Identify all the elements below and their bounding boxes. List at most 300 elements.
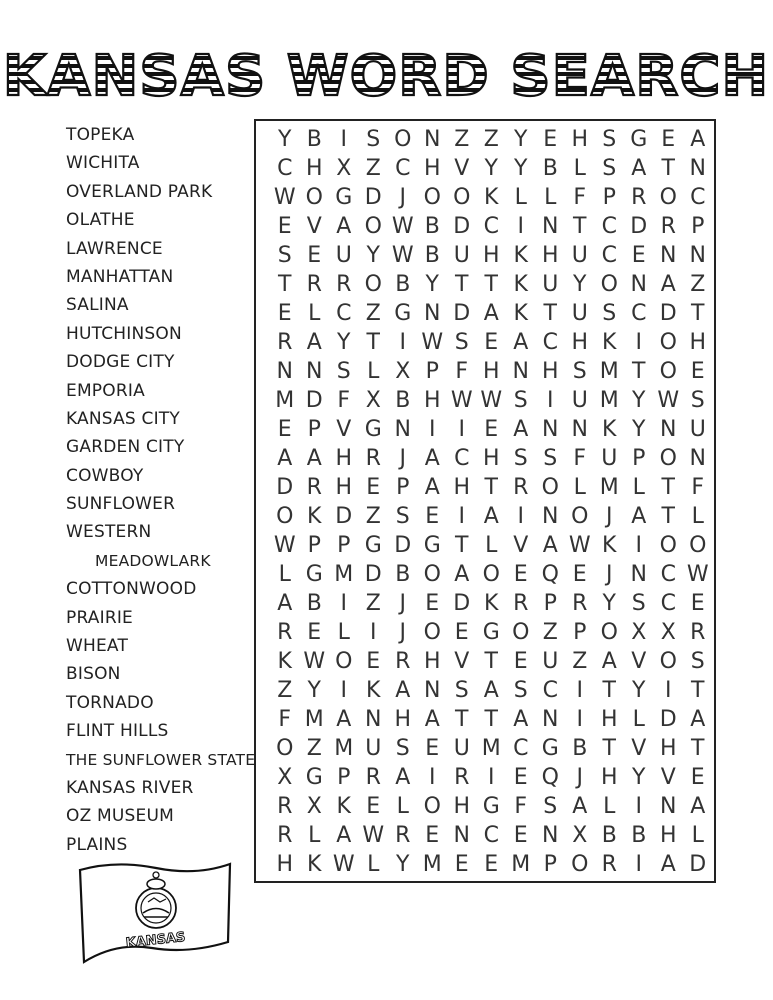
grid-letter[interactable]: W: [421, 330, 444, 355]
grid-letter[interactable]: U: [542, 649, 559, 674]
grid-letter[interactable]: S: [513, 678, 528, 703]
grid-letter[interactable]: H: [600, 707, 618, 732]
grid-letter[interactable]: I: [370, 620, 377, 645]
grid-letter[interactable]: S: [602, 301, 617, 326]
grid-letter[interactable]: Z: [542, 620, 558, 645]
grid-letter[interactable]: G: [482, 620, 500, 645]
grid-letter[interactable]: Y: [632, 765, 646, 790]
grid-letter[interactable]: U: [689, 417, 706, 442]
grid-letter[interactable]: N: [660, 243, 677, 268]
grid-letter[interactable]: E: [513, 823, 528, 848]
grid-letter[interactable]: I: [665, 678, 672, 703]
grid-letter[interactable]: C: [631, 301, 647, 326]
grid-letter[interactable]: R: [601, 852, 617, 877]
grid-letter[interactable]: O: [659, 359, 677, 384]
grid-letter[interactable]: D: [453, 591, 471, 616]
grid-letter[interactable]: U: [571, 301, 588, 326]
grid-letter[interactable]: H: [453, 475, 471, 500]
grid-letter[interactable]: E: [513, 649, 528, 674]
grid-letter[interactable]: R: [365, 446, 381, 471]
grid-letter[interactable]: G: [394, 301, 412, 326]
grid-letter[interactable]: P: [307, 533, 321, 558]
grid-letter[interactable]: U: [453, 243, 470, 268]
grid-letter[interactable]: A: [424, 707, 440, 732]
grid-letter[interactable]: A: [395, 678, 411, 703]
grid-letter[interactable]: S: [454, 330, 469, 355]
grid-letter[interactable]: S: [336, 359, 351, 384]
grid-letter[interactable]: D: [394, 533, 412, 558]
grid-letter[interactable]: E: [484, 330, 499, 355]
grid-letter[interactable]: A: [572, 794, 588, 819]
grid-letter[interactable]: R: [572, 591, 588, 616]
grid-letter[interactable]: Y: [366, 243, 380, 268]
grid-letter[interactable]: A: [631, 156, 647, 181]
grid-letter[interactable]: R: [306, 475, 322, 500]
grid-letter[interactable]: S: [631, 591, 646, 616]
grid-letter[interactable]: L: [396, 794, 409, 819]
grid-letter[interactable]: K: [484, 591, 499, 616]
grid-letter[interactable]: D: [689, 852, 707, 877]
grid-letter[interactable]: Y: [602, 591, 616, 616]
grid-letter[interactable]: E: [307, 620, 322, 645]
grid-letter[interactable]: O: [482, 562, 500, 587]
grid-letter[interactable]: F: [455, 359, 469, 384]
grid-letter[interactable]: N: [630, 562, 647, 587]
grid-letter[interactable]: B: [306, 591, 322, 616]
grid-letter[interactable]: E: [513, 765, 528, 790]
grid-letter[interactable]: J: [606, 504, 613, 529]
grid-letter[interactable]: P: [337, 533, 351, 558]
grid-letter[interactable]: E: [366, 649, 381, 674]
grid-letter[interactable]: A: [306, 446, 322, 471]
grid-letter[interactable]: P: [425, 359, 439, 384]
grid-letter[interactable]: O: [335, 649, 353, 674]
grid-letter[interactable]: X: [631, 620, 647, 645]
grid-letter[interactable]: R: [513, 475, 529, 500]
grid-letter[interactable]: X: [365, 388, 381, 413]
grid-letter[interactable]: D: [276, 475, 294, 500]
grid-letter[interactable]: A: [395, 765, 411, 790]
grid-letter[interactable]: N: [660, 417, 677, 442]
grid-letter[interactable]: T: [484, 649, 498, 674]
grid-letter[interactable]: E: [513, 562, 528, 587]
grid-letter[interactable]: R: [395, 823, 411, 848]
grid-letter[interactable]: Y: [278, 127, 292, 152]
grid-letter[interactable]: H: [541, 359, 559, 384]
grid-letter[interactable]: K: [336, 794, 351, 819]
grid-letter[interactable]: W: [568, 533, 591, 558]
grid-letter[interactable]: P: [691, 214, 705, 239]
grid-letter[interactable]: Y: [632, 388, 646, 413]
grid-letter[interactable]: Z: [454, 127, 470, 152]
grid-letter[interactable]: H: [423, 156, 441, 181]
grid-letter[interactable]: O: [423, 794, 441, 819]
grid-letter[interactable]: R: [660, 214, 676, 239]
grid-letter[interactable]: D: [305, 388, 323, 413]
grid-letter[interactable]: F: [337, 388, 351, 413]
grid-letter[interactable]: O: [423, 185, 441, 210]
grid-letter[interactable]: I: [429, 765, 436, 790]
grid-letter[interactable]: Z: [365, 156, 381, 181]
grid-letter[interactable]: H: [689, 330, 707, 355]
grid-letter[interactable]: C: [601, 214, 617, 239]
grid-letter[interactable]: S: [572, 359, 587, 384]
grid-letter[interactable]: Y: [632, 678, 646, 703]
grid-letter[interactable]: N: [542, 504, 559, 529]
grid-letter[interactable]: A: [336, 823, 352, 848]
grid-letter[interactable]: W: [273, 533, 296, 558]
grid-letter[interactable]: B: [395, 272, 411, 297]
grid-letter[interactable]: K: [602, 533, 617, 558]
grid-letter[interactable]: O: [600, 620, 618, 645]
grid-letter[interactable]: O: [659, 185, 677, 210]
grid-letter[interactable]: A: [483, 301, 499, 326]
grid-letter[interactable]: X: [395, 359, 411, 384]
grid-letter[interactable]: B: [424, 214, 440, 239]
grid-letter[interactable]: T: [602, 678, 616, 703]
grid-letter[interactable]: U: [542, 272, 559, 297]
grid-letter[interactable]: F: [573, 446, 587, 471]
grid-letter[interactable]: K: [484, 185, 499, 210]
grid-letter[interactable]: L: [514, 185, 527, 210]
grid-letter[interactable]: U: [335, 243, 352, 268]
grid-letter[interactable]: E: [425, 736, 440, 761]
grid-letter[interactable]: L: [367, 852, 380, 877]
grid-letter[interactable]: M: [599, 475, 619, 500]
grid-letter[interactable]: M: [334, 736, 354, 761]
grid-letter[interactable]: F: [573, 185, 587, 210]
grid-letter[interactable]: S: [690, 388, 705, 413]
grid-letter[interactable]: A: [277, 446, 293, 471]
grid-letter[interactable]: N: [542, 707, 559, 732]
grid-letter[interactable]: C: [454, 446, 470, 471]
grid-letter[interactable]: J: [576, 765, 583, 790]
grid-letter[interactable]: O: [659, 533, 677, 558]
grid-letter[interactable]: C: [542, 678, 558, 703]
grid-letter[interactable]: U: [601, 446, 618, 471]
grid-letter[interactable]: A: [336, 214, 352, 239]
grid-letter[interactable]: I: [458, 417, 465, 442]
grid-letter[interactable]: H: [276, 852, 294, 877]
grid-letter[interactable]: E: [572, 562, 587, 587]
grid-letter[interactable]: F: [278, 707, 292, 732]
grid-letter[interactable]: H: [423, 649, 441, 674]
grid-letter[interactable]: O: [394, 127, 412, 152]
grid-letter[interactable]: B: [395, 388, 411, 413]
grid-letter[interactable]: E: [307, 243, 322, 268]
grid-letter[interactable]: R: [277, 620, 293, 645]
grid-letter[interactable]: L: [308, 823, 321, 848]
grid-letter[interactable]: F: [514, 794, 528, 819]
grid-letter[interactable]: B: [601, 823, 617, 848]
grid-letter[interactable]: A: [424, 475, 440, 500]
grid-letter[interactable]: I: [635, 852, 642, 877]
grid-letter[interactable]: A: [424, 446, 440, 471]
grid-letter[interactable]: P: [307, 417, 321, 442]
grid-letter[interactable]: M: [599, 359, 619, 384]
grid-letter[interactable]: T: [602, 736, 616, 761]
grid-letter[interactable]: R: [513, 591, 529, 616]
grid-letter[interactable]: G: [364, 533, 382, 558]
grid-letter[interactable]: W: [332, 852, 355, 877]
grid-letter[interactable]: T: [661, 156, 675, 181]
grid-letter[interactable]: Z: [365, 591, 381, 616]
grid-letter[interactable]: O: [659, 330, 677, 355]
grid-letter[interactable]: N: [542, 823, 559, 848]
grid-letter[interactable]: I: [340, 678, 347, 703]
grid-letter[interactable]: T: [543, 301, 557, 326]
grid-letter[interactable]: H: [600, 765, 618, 790]
grid-letter[interactable]: N: [276, 359, 293, 384]
grid-letter[interactable]: E: [690, 765, 705, 790]
grid-letter[interactable]: A: [601, 649, 617, 674]
grid-letter[interactable]: C: [336, 301, 352, 326]
grid-letter[interactable]: H: [335, 475, 353, 500]
grid-letter[interactable]: N: [424, 127, 441, 152]
grid-letter[interactable]: I: [429, 417, 436, 442]
grid-letter[interactable]: T: [484, 475, 498, 500]
grid-letter[interactable]: C: [660, 591, 676, 616]
grid-letter[interactable]: O: [659, 649, 677, 674]
grid-letter[interactable]: H: [571, 127, 589, 152]
grid-letter[interactable]: S: [690, 649, 705, 674]
grid-letter[interactable]: E: [661, 127, 676, 152]
grid-letter[interactable]: X: [336, 156, 352, 181]
grid-letter[interactable]: H: [305, 156, 323, 181]
grid-letter[interactable]: O: [423, 562, 441, 587]
grid-letter[interactable]: L: [337, 620, 350, 645]
grid-letter[interactable]: T: [484, 272, 498, 297]
grid-letter[interactable]: E: [277, 301, 292, 326]
grid-letter[interactable]: O: [600, 272, 618, 297]
grid-letter[interactable]: R: [454, 765, 470, 790]
grid-letter[interactable]: K: [277, 649, 292, 674]
grid-letter[interactable]: C: [483, 823, 499, 848]
grid-letter[interactable]: O: [364, 272, 382, 297]
grid-letter[interactable]: C: [601, 243, 617, 268]
grid-letter[interactable]: A: [483, 504, 499, 529]
grid-letter[interactable]: P: [337, 765, 351, 790]
grid-letter[interactable]: E: [366, 794, 381, 819]
grid-letter[interactable]: E: [454, 852, 469, 877]
grid-letter[interactable]: Y: [307, 678, 321, 703]
grid-letter[interactable]: Y: [396, 852, 410, 877]
grid-letter[interactable]: W: [391, 214, 414, 239]
grid-letter[interactable]: O: [659, 446, 677, 471]
grid-letter[interactable]: Y: [632, 417, 646, 442]
grid-letter[interactable]: D: [335, 504, 353, 529]
grid-letter[interactable]: A: [690, 707, 706, 732]
grid-letter[interactable]: R: [631, 185, 647, 210]
grid-letter[interactable]: G: [364, 417, 382, 442]
grid-letter[interactable]: B: [572, 736, 588, 761]
grid-letter[interactable]: N: [394, 417, 411, 442]
grid-letter[interactable]: N: [689, 446, 706, 471]
grid-letter[interactable]: R: [365, 765, 381, 790]
grid-letter[interactable]: P: [543, 852, 557, 877]
grid-letter[interactable]: A: [660, 272, 676, 297]
grid-letter[interactable]: P: [632, 446, 646, 471]
grid-letter[interactable]: L: [278, 562, 291, 587]
grid-letter[interactable]: X: [306, 794, 322, 819]
grid-letter[interactable]: N: [542, 417, 559, 442]
grid-letter[interactable]: T: [455, 707, 469, 732]
grid-letter[interactable]: I: [635, 794, 642, 819]
grid-letter[interactable]: K: [602, 417, 617, 442]
grid-letter[interactable]: J: [399, 591, 406, 616]
grid-letter[interactable]: A: [631, 504, 647, 529]
grid-letter[interactable]: V: [306, 214, 322, 239]
grid-letter[interactable]: N: [689, 156, 706, 181]
grid-letter[interactable]: C: [483, 214, 499, 239]
grid-letter[interactable]: B: [395, 562, 411, 587]
grid-letter[interactable]: E: [425, 504, 440, 529]
grid-letter[interactable]: D: [453, 301, 471, 326]
grid-letter[interactable]: P: [573, 620, 587, 645]
grid-letter[interactable]: H: [482, 243, 500, 268]
grid-letter[interactable]: S: [395, 736, 410, 761]
grid-letter[interactable]: F: [691, 475, 705, 500]
grid-letter[interactable]: Y: [514, 127, 528, 152]
grid-letter[interactable]: I: [576, 707, 583, 732]
grid-letter[interactable]: O: [571, 852, 589, 877]
grid-letter[interactable]: L: [308, 301, 321, 326]
grid-letter[interactable]: P: [602, 185, 616, 210]
grid-letter[interactable]: S: [395, 504, 410, 529]
grid-letter[interactable]: K: [307, 504, 322, 529]
grid-letter[interactable]: A: [513, 707, 529, 732]
grid-letter[interactable]: S: [277, 243, 292, 268]
grid-letter[interactable]: T: [366, 330, 380, 355]
grid-letter[interactable]: E: [454, 620, 469, 645]
grid-letter[interactable]: L: [573, 156, 586, 181]
grid-letter[interactable]: L: [544, 185, 557, 210]
grid-letter[interactable]: H: [482, 359, 500, 384]
grid-letter[interactable]: A: [306, 330, 322, 355]
grid-letter[interactable]: V: [660, 765, 676, 790]
grid-letter[interactable]: H: [659, 823, 677, 848]
grid-letter[interactable]: N: [453, 823, 470, 848]
grid-letter[interactable]: N: [689, 243, 706, 268]
grid-letter[interactable]: K: [307, 852, 322, 877]
grid-letter[interactable]: A: [277, 591, 293, 616]
grid-letter[interactable]: P: [543, 591, 557, 616]
grid-letter[interactable]: O: [453, 185, 471, 210]
grid-letter[interactable]: A: [690, 794, 706, 819]
grid-letter[interactable]: T: [661, 475, 675, 500]
grid-letter[interactable]: Z: [365, 504, 381, 529]
grid-letter[interactable]: Z: [306, 736, 322, 761]
grid-letter[interactable]: T: [484, 707, 498, 732]
grid-letter[interactable]: G: [541, 736, 559, 761]
grid-letter[interactable]: D: [453, 214, 471, 239]
grid-letter[interactable]: L: [632, 475, 645, 500]
grid-letter[interactable]: S: [513, 388, 528, 413]
grid-letter[interactable]: X: [277, 765, 293, 790]
grid-letter[interactable]: L: [632, 707, 645, 732]
grid-letter[interactable]: O: [364, 214, 382, 239]
grid-letter[interactable]: Z: [277, 678, 293, 703]
grid-letter[interactable]: H: [659, 736, 677, 761]
grid-letter[interactable]: T: [455, 272, 469, 297]
grid-letter[interactable]: C: [513, 736, 529, 761]
grid-letter[interactable]: J: [399, 446, 406, 471]
grid-letter[interactable]: E: [631, 243, 646, 268]
grid-letter[interactable]: X: [572, 823, 588, 848]
grid-letter[interactable]: A: [513, 330, 529, 355]
grid-letter[interactable]: N: [630, 272, 647, 297]
grid-letter[interactable]: G: [335, 185, 353, 210]
grid-letter[interactable]: A: [660, 852, 676, 877]
grid-letter[interactable]: N: [365, 707, 382, 732]
grid-letter[interactable]: U: [365, 736, 382, 761]
grid-letter[interactable]: V: [454, 649, 470, 674]
grid-letter[interactable]: T: [661, 504, 675, 529]
grid-letter[interactable]: B: [631, 823, 647, 848]
grid-letter[interactable]: E: [425, 823, 440, 848]
grid-letter[interactable]: D: [659, 301, 677, 326]
grid-letter[interactable]: M: [511, 852, 531, 877]
grid-letter[interactable]: G: [305, 765, 323, 790]
grid-letter[interactable]: I: [635, 330, 642, 355]
grid-letter[interactable]: O: [512, 620, 530, 645]
grid-letter[interactable]: E: [425, 591, 440, 616]
grid-letter[interactable]: A: [336, 707, 352, 732]
grid-letter[interactable]: W: [450, 388, 473, 413]
grid-letter[interactable]: U: [453, 736, 470, 761]
grid-letter[interactable]: I: [547, 388, 554, 413]
grid-letter[interactable]: V: [454, 156, 470, 181]
grid-letter[interactable]: V: [631, 736, 647, 761]
grid-letter[interactable]: K: [513, 243, 528, 268]
grid-letter[interactable]: O: [571, 504, 589, 529]
grid-letter[interactable]: W: [303, 649, 326, 674]
grid-letter[interactable]: V: [336, 417, 352, 442]
grid-letter[interactable]: Y: [484, 156, 498, 181]
grid-letter[interactable]: C: [395, 156, 411, 181]
grid-letter[interactable]: E: [484, 852, 499, 877]
grid-letter[interactable]: D: [630, 214, 648, 239]
grid-letter[interactable]: K: [513, 272, 528, 297]
grid-letter[interactable]: U: [571, 388, 588, 413]
grid-letter[interactable]: Z: [572, 649, 588, 674]
grid-letter[interactable]: A: [483, 678, 499, 703]
grid-letter[interactable]: L: [603, 794, 616, 819]
grid-letter[interactable]: C: [542, 330, 558, 355]
grid-letter[interactable]: O: [276, 736, 294, 761]
grid-letter[interactable]: M: [334, 562, 354, 587]
grid-letter[interactable]: I: [340, 127, 347, 152]
grid-letter[interactable]: O: [541, 475, 559, 500]
grid-letter[interactable]: M: [599, 388, 619, 413]
grid-letter[interactable]: T: [691, 678, 705, 703]
grid-letter[interactable]: A: [513, 417, 529, 442]
grid-letter[interactable]: H: [335, 446, 353, 471]
grid-letter[interactable]: Y: [573, 272, 587, 297]
grid-letter[interactable]: K: [513, 301, 528, 326]
grid-letter[interactable]: G: [630, 127, 648, 152]
grid-letter[interactable]: G: [305, 562, 323, 587]
grid-letter[interactable]: N: [424, 678, 441, 703]
grid-letter[interactable]: O: [423, 620, 441, 645]
grid-letter[interactable]: O: [689, 533, 707, 558]
grid-letter[interactable]: S: [602, 127, 617, 152]
grid-letter[interactable]: I: [399, 330, 406, 355]
grid-letter[interactable]: E: [690, 591, 705, 616]
grid-letter[interactable]: G: [482, 794, 500, 819]
grid-letter[interactable]: T: [278, 272, 292, 297]
grid-letter[interactable]: H: [423, 388, 441, 413]
